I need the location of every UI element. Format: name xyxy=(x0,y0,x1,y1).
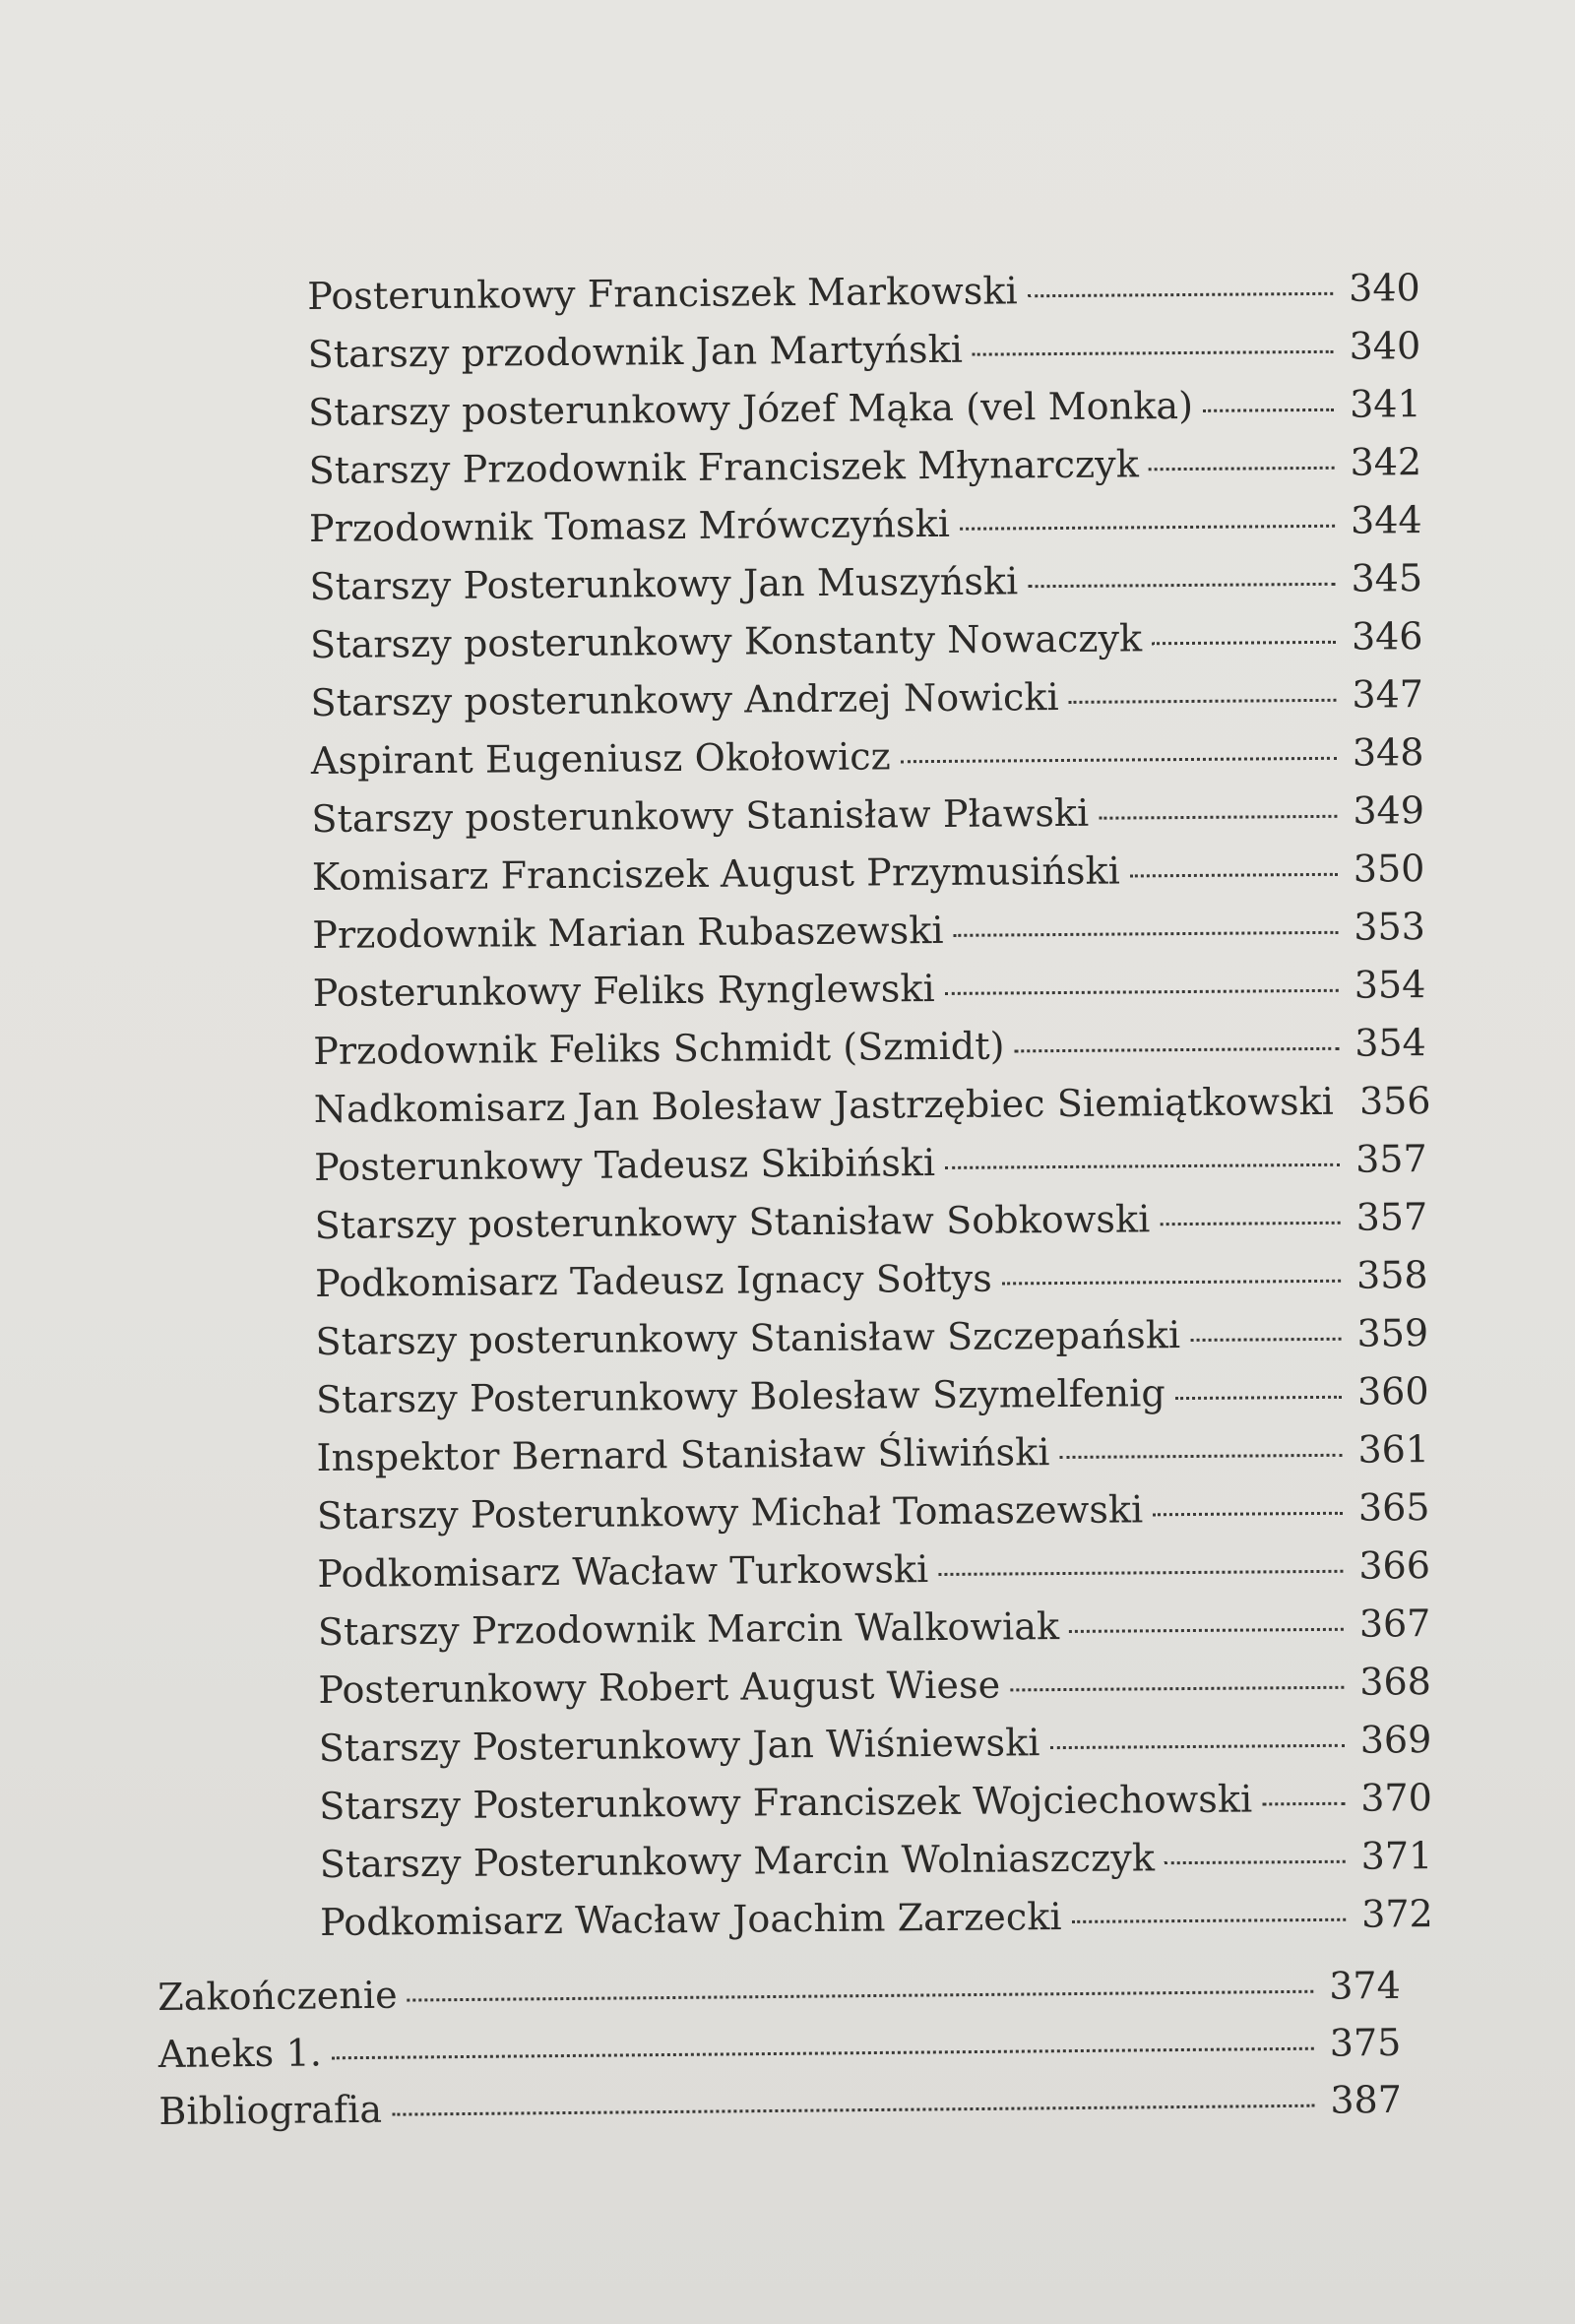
toc-entry-title: Starszy Posterunkowy Franciszek Wojciechowski xyxy=(319,1777,1253,1828)
toc-entry-page-number: 366 xyxy=(1358,1543,1431,1588)
toc-entry-page-number: 368 xyxy=(1359,1660,1432,1704)
toc-entry-title: Posterunkowy Franciszek Markowski xyxy=(307,269,1018,318)
toc-entry-page-number: 359 xyxy=(1356,1311,1429,1355)
toc-entry-title: Nadkomisarz Jan Bolesław Jastrzębiec Siemiątkowski xyxy=(313,1079,1335,1131)
dot-leader xyxy=(938,1570,1343,1576)
toc-entry xyxy=(312,840,1424,907)
toc-entry-title: Starszy Posterunkowy Bolesław Szymelfenig xyxy=(315,1371,1166,1421)
toc-entry xyxy=(313,1072,1431,1139)
toc-entry-title: Przodownik Tomasz Mrówczyński xyxy=(308,501,951,550)
dot-leader xyxy=(332,2047,1314,2060)
dot-leader xyxy=(1010,1686,1344,1692)
toc-entry-title: Bibliografia xyxy=(158,2087,383,2133)
toc-entry xyxy=(308,433,1420,500)
dot-leader xyxy=(945,989,1339,995)
toc-entry-title: Starszy posterunkowy Konstanty Nowaczyk xyxy=(309,616,1143,666)
toc-entry-title: Starszy Posterunkowy Jan Wiśniewski xyxy=(318,1721,1040,1770)
toc-entry-page-number: 354 xyxy=(1354,1021,1426,1065)
dot-leader xyxy=(1203,408,1334,412)
toc-entry-title: Podkomisarz Wacław Joachim Zarzecki xyxy=(320,1895,1062,1944)
toc-entry xyxy=(315,1246,1427,1313)
toc-entry-page-number: 387 xyxy=(1330,2077,1403,2122)
toc-entry-title: Aneks 1. xyxy=(158,2031,323,2076)
toc-entry-title: Komisarz Franciszek August Przymusiński xyxy=(311,848,1121,899)
toc-entry xyxy=(311,782,1423,848)
toc-entry xyxy=(320,1885,1432,1952)
dot-leader xyxy=(1069,1628,1344,1633)
toc-entry xyxy=(308,375,1420,442)
toc-entry-page-number: 349 xyxy=(1353,788,1425,833)
toc-entry xyxy=(316,1362,1428,1429)
toc-entry xyxy=(314,1130,1426,1197)
toc-entry xyxy=(318,1653,1430,1720)
toc-entry-title: Starszy przodownik Jan Martyński xyxy=(307,327,964,376)
dot-leader xyxy=(1190,1338,1341,1342)
toc-entry-page-number: 375 xyxy=(1329,2020,1402,2065)
toc-entry-page-number: 340 xyxy=(1349,324,1421,368)
dot-leader xyxy=(1130,873,1338,878)
toc-entry-title: Zakończenie xyxy=(158,1973,398,2019)
toc-entry-page-number: 370 xyxy=(1360,1776,1432,1820)
dot-leader xyxy=(1060,1454,1343,1459)
dot-leader xyxy=(1050,1744,1345,1749)
toc-entry xyxy=(312,898,1424,965)
toc-entry-title: Starszy posterunkowy Józef Mąka (vel Monka) xyxy=(307,383,1194,434)
toc-entry xyxy=(309,491,1421,558)
dot-leader xyxy=(1153,1512,1343,1517)
toc-entry-title: Posterunkowy Feliks Rynglewski xyxy=(312,967,935,1015)
dot-leader xyxy=(1149,467,1335,471)
toc-entry-title: Starszy Posterunkowy Marcin Wolniaszczyk xyxy=(319,1836,1156,1886)
dot-leader xyxy=(1072,1918,1347,1923)
toc-entry xyxy=(309,549,1421,616)
toc-entry-page-number: 374 xyxy=(1329,1963,1401,2008)
toc-entry-title: Posterunkowy Robert August Wiese xyxy=(318,1663,1001,1712)
dot-leader xyxy=(1002,1280,1341,1286)
toc-entry xyxy=(158,2071,1401,2140)
dot-leader xyxy=(408,1990,1314,2002)
toc-entry-title: Aspirant Eugeniusz Okołowicz xyxy=(310,734,891,783)
dot-leader xyxy=(1028,583,1335,588)
toc-entry-page-number: 357 xyxy=(1354,1137,1427,1181)
toc-entry-page-number: 358 xyxy=(1355,1253,1428,1297)
toc-entry-title: Starszy posterunkowy Stanisław Pławski xyxy=(311,790,1090,841)
toc-entry xyxy=(320,1827,1432,1894)
toc-entry xyxy=(314,1188,1426,1255)
dot-leader xyxy=(1262,1802,1345,1806)
toc-entry-page-number: 361 xyxy=(1357,1427,1430,1472)
toc-entry xyxy=(307,317,1419,384)
toc-entry xyxy=(313,1014,1425,1081)
toc-entry xyxy=(317,1537,1429,1603)
toc-entry-page-number: 350 xyxy=(1353,847,1425,891)
toc-entry-list xyxy=(307,259,1432,1952)
toc-entry-page-number: 342 xyxy=(1350,440,1422,484)
toc-entry-title: Starszy posterunkowy Stanisław Szczepański xyxy=(315,1313,1181,1363)
toc-entry xyxy=(310,607,1422,674)
toc-entry-page-number: 371 xyxy=(1360,1834,1433,1878)
toc-entry-title: Podkomisarz Wacław Turkowski xyxy=(317,1547,929,1596)
toc-entry-page-number: 345 xyxy=(1351,556,1423,600)
toc-entry-page-number: 356 xyxy=(1358,1079,1431,1123)
toc-entry-page-number: 365 xyxy=(1357,1485,1430,1530)
toc-entry xyxy=(315,1304,1427,1371)
dot-leader xyxy=(392,2104,1314,2116)
dot-leader xyxy=(1175,1396,1342,1400)
toc-entry-title: Starszy Przodownik Franciszek Młynarczyk xyxy=(308,442,1140,492)
toc-entry-title: Posterunkowy Tadeusz Skibiński xyxy=(314,1141,936,1189)
toc-entry-title: Inspektor Bernard Stanisław Śliwiński xyxy=(316,1430,1050,1479)
dot-leader xyxy=(1099,815,1337,820)
dot-leader xyxy=(960,525,1335,531)
dot-leader xyxy=(1152,641,1336,645)
toc-entry-page-number: 344 xyxy=(1350,498,1422,542)
toc-entry-title: Przodownik Marian Rubaszewski xyxy=(312,908,944,957)
toc-entry-page-number: 367 xyxy=(1358,1602,1431,1646)
toc-entry-title: Starszy Posterunkowy Jan Muszyński xyxy=(309,559,1019,608)
toc-back-matter-list xyxy=(158,1957,1402,2140)
dot-leader xyxy=(954,931,1339,937)
dot-leader xyxy=(1015,1047,1340,1053)
toc-entry xyxy=(319,1769,1431,1836)
dot-leader xyxy=(1165,1860,1346,1864)
toc-entry xyxy=(307,259,1419,326)
toc-entry-page-number: 357 xyxy=(1355,1195,1428,1239)
toc-entry-title: Starszy posterunkowy Andrzej Nowicki xyxy=(310,675,1060,724)
toc-entry xyxy=(311,723,1423,790)
toc-entry-title: Starszy Posterunkowy Michał Tomaszewski xyxy=(316,1487,1144,1538)
toc-entry-page-number: 340 xyxy=(1349,266,1420,310)
toc-entry xyxy=(318,1595,1430,1662)
toc-entry-title: Starszy posterunkowy Stanisław Sobkowski xyxy=(314,1197,1151,1247)
toc-entry-page-number: 347 xyxy=(1352,672,1424,717)
dot-leader xyxy=(901,757,1337,763)
toc-entry xyxy=(313,956,1425,1023)
dot-leader xyxy=(1160,1222,1340,1225)
toc-entry-title: Podkomisarz Tadeusz Ignacy Sołtys xyxy=(314,1256,993,1305)
toc-entry-title: Przodownik Feliks Schmidt (Szmidt) xyxy=(313,1024,1005,1073)
toc-entry-title: Starszy Przodownik Marcin Walkowiak xyxy=(317,1604,1060,1654)
toc-entry xyxy=(317,1478,1429,1545)
toc-entry-page-number: 372 xyxy=(1360,1892,1433,1936)
toc-entry-page-number: 346 xyxy=(1351,614,1423,659)
dot-leader xyxy=(1028,292,1333,297)
toc-entry xyxy=(316,1420,1428,1487)
dot-leader xyxy=(973,350,1334,356)
toc-entry-page-number: 369 xyxy=(1359,1718,1432,1762)
toc-entry xyxy=(319,1711,1431,1778)
toc-entry-page-number: 353 xyxy=(1354,905,1425,949)
toc-entry-page-number: 348 xyxy=(1352,730,1424,775)
toc-entry-page-number: 354 xyxy=(1354,963,1426,1007)
toc-entry xyxy=(310,665,1422,732)
dot-leader xyxy=(945,1163,1340,1169)
toc-entry-page-number: 341 xyxy=(1349,382,1421,426)
dot-leader xyxy=(1069,699,1337,704)
toc-entry-page-number: 360 xyxy=(1356,1369,1429,1413)
